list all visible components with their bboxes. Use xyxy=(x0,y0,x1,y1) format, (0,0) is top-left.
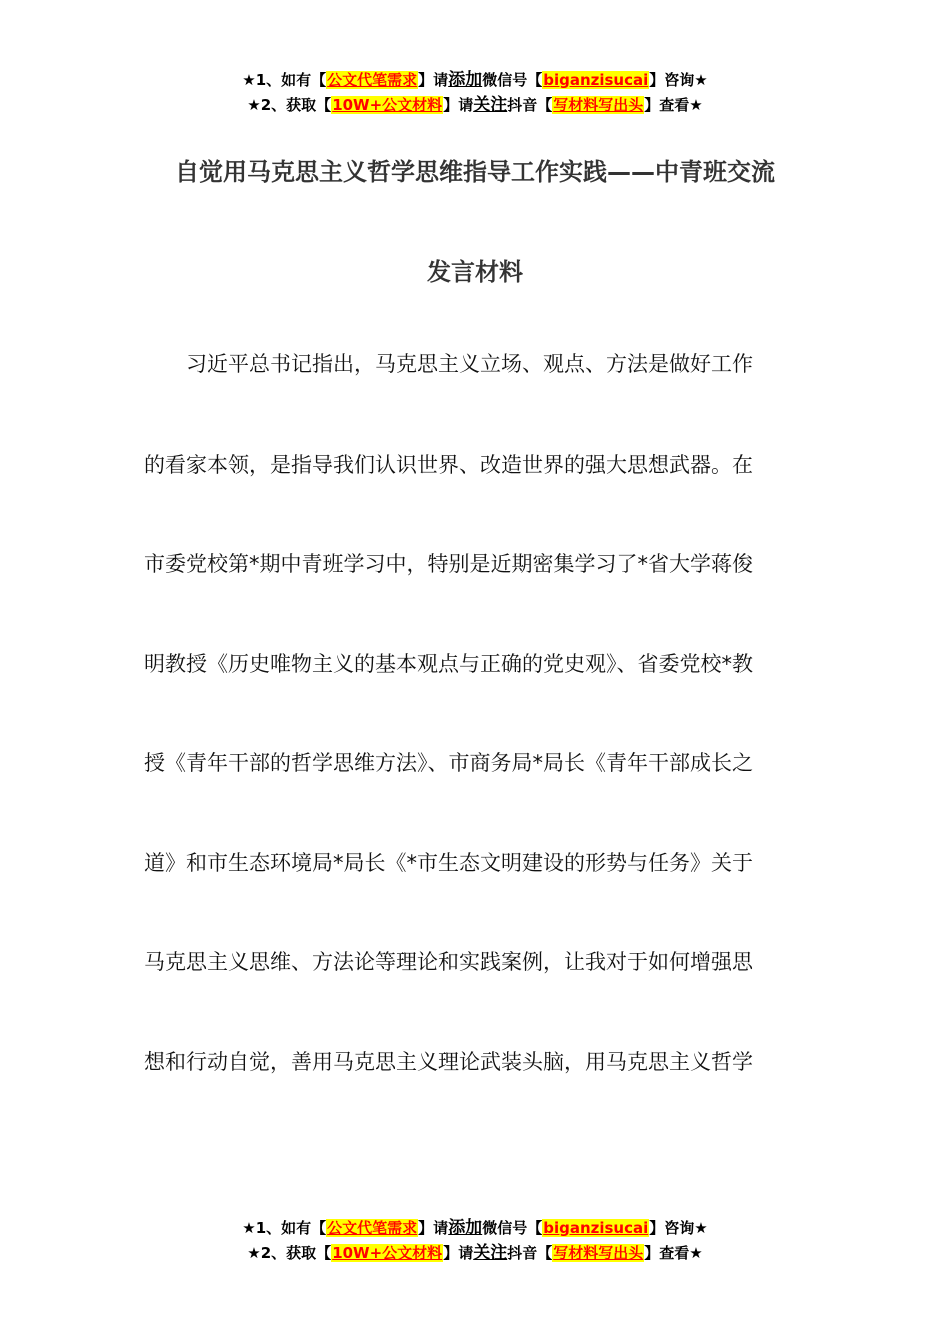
banner-text: ★2、获取【 xyxy=(247,96,332,114)
document-title-continued: 发言材料 xyxy=(427,258,523,286)
banner-line-1 xyxy=(0,1216,950,1241)
banner-text: ★1、如有【 xyxy=(242,71,327,89)
banner-text: 】请 xyxy=(443,1244,474,1262)
body-line: 的看家本领，是指导我们认识世界、改造世界的强大思想武器。在 xyxy=(144,453,753,477)
banner-line-2 xyxy=(0,93,950,118)
banner-text: ★1、如有【 xyxy=(242,1219,327,1237)
banner-text: 微信号【 xyxy=(482,71,543,89)
banner-text: 】请 xyxy=(418,71,449,89)
body-line: 授《青年干部的哲学思维方法》、市商务局*局长《青年干部成长之 xyxy=(144,751,753,775)
highlight-materials: 10W+公文材料 xyxy=(332,1244,443,1262)
highlight-service: 公文代笔需求 xyxy=(327,1219,418,1237)
banner-text: 抖音【 xyxy=(507,96,553,114)
highlight-wechat-id: biganzisucai xyxy=(543,1219,649,1237)
body-line: 习近平总书记指出，马克思主义立场、观点、方法是做好工作 xyxy=(144,352,753,376)
highlight-wechat-id: biganzisucai xyxy=(543,71,649,89)
document-title: 自觉用马克思主义哲学思维指导工作实践——中青班交流 xyxy=(175,158,775,186)
header-banner xyxy=(0,68,950,118)
body-line: 市委党校第*期中青班学习中，特别是近期密集学习了*省大学蒋俊 xyxy=(144,552,753,576)
banner-text: 抖音【 xyxy=(507,1244,553,1262)
body-line: 马克思主义思维、方法论等理论和实践案例，让我对于如何增强思 xyxy=(144,950,753,974)
body-line: 想和行动自觉，善用马克思主义理论武装头脑，用马克思主义哲学 xyxy=(144,1050,753,1074)
banner-emphasis: 添加 xyxy=(448,70,483,90)
banner-text: 微信号【 xyxy=(482,1219,543,1237)
banner-line-2 xyxy=(0,1241,950,1266)
body-line: 明教授《历史唯物主义的基本观点与正确的党史观》、省委党校*教 xyxy=(144,652,753,676)
banner-text: 】咨询★ xyxy=(649,1219,708,1237)
banner-emphasis: 关注 xyxy=(473,1243,508,1263)
banner-text: 】咨询★ xyxy=(649,71,708,89)
highlight-douyin: 写材料写出头 xyxy=(553,1244,644,1262)
banner-emphasis: 关注 xyxy=(473,95,508,115)
banner-text: 】查看★ xyxy=(644,1244,703,1262)
banner-text: 】请 xyxy=(418,1219,449,1237)
banner-text: ★2、获取【 xyxy=(247,1244,332,1262)
banner-emphasis: 添加 xyxy=(448,1218,483,1238)
highlight-materials: 10W+公文材料 xyxy=(332,96,443,114)
banner-line-1 xyxy=(0,68,950,93)
highlight-douyin: 写材料写出头 xyxy=(553,96,644,114)
footer-banner xyxy=(0,1216,950,1266)
body-line: 道》和市生态环境局*局长《*市生态文明建设的形势与任务》关于 xyxy=(144,851,753,875)
banner-text: 】查看★ xyxy=(644,96,703,114)
highlight-service: 公文代笔需求 xyxy=(327,71,418,89)
banner-text: 】请 xyxy=(443,96,474,114)
